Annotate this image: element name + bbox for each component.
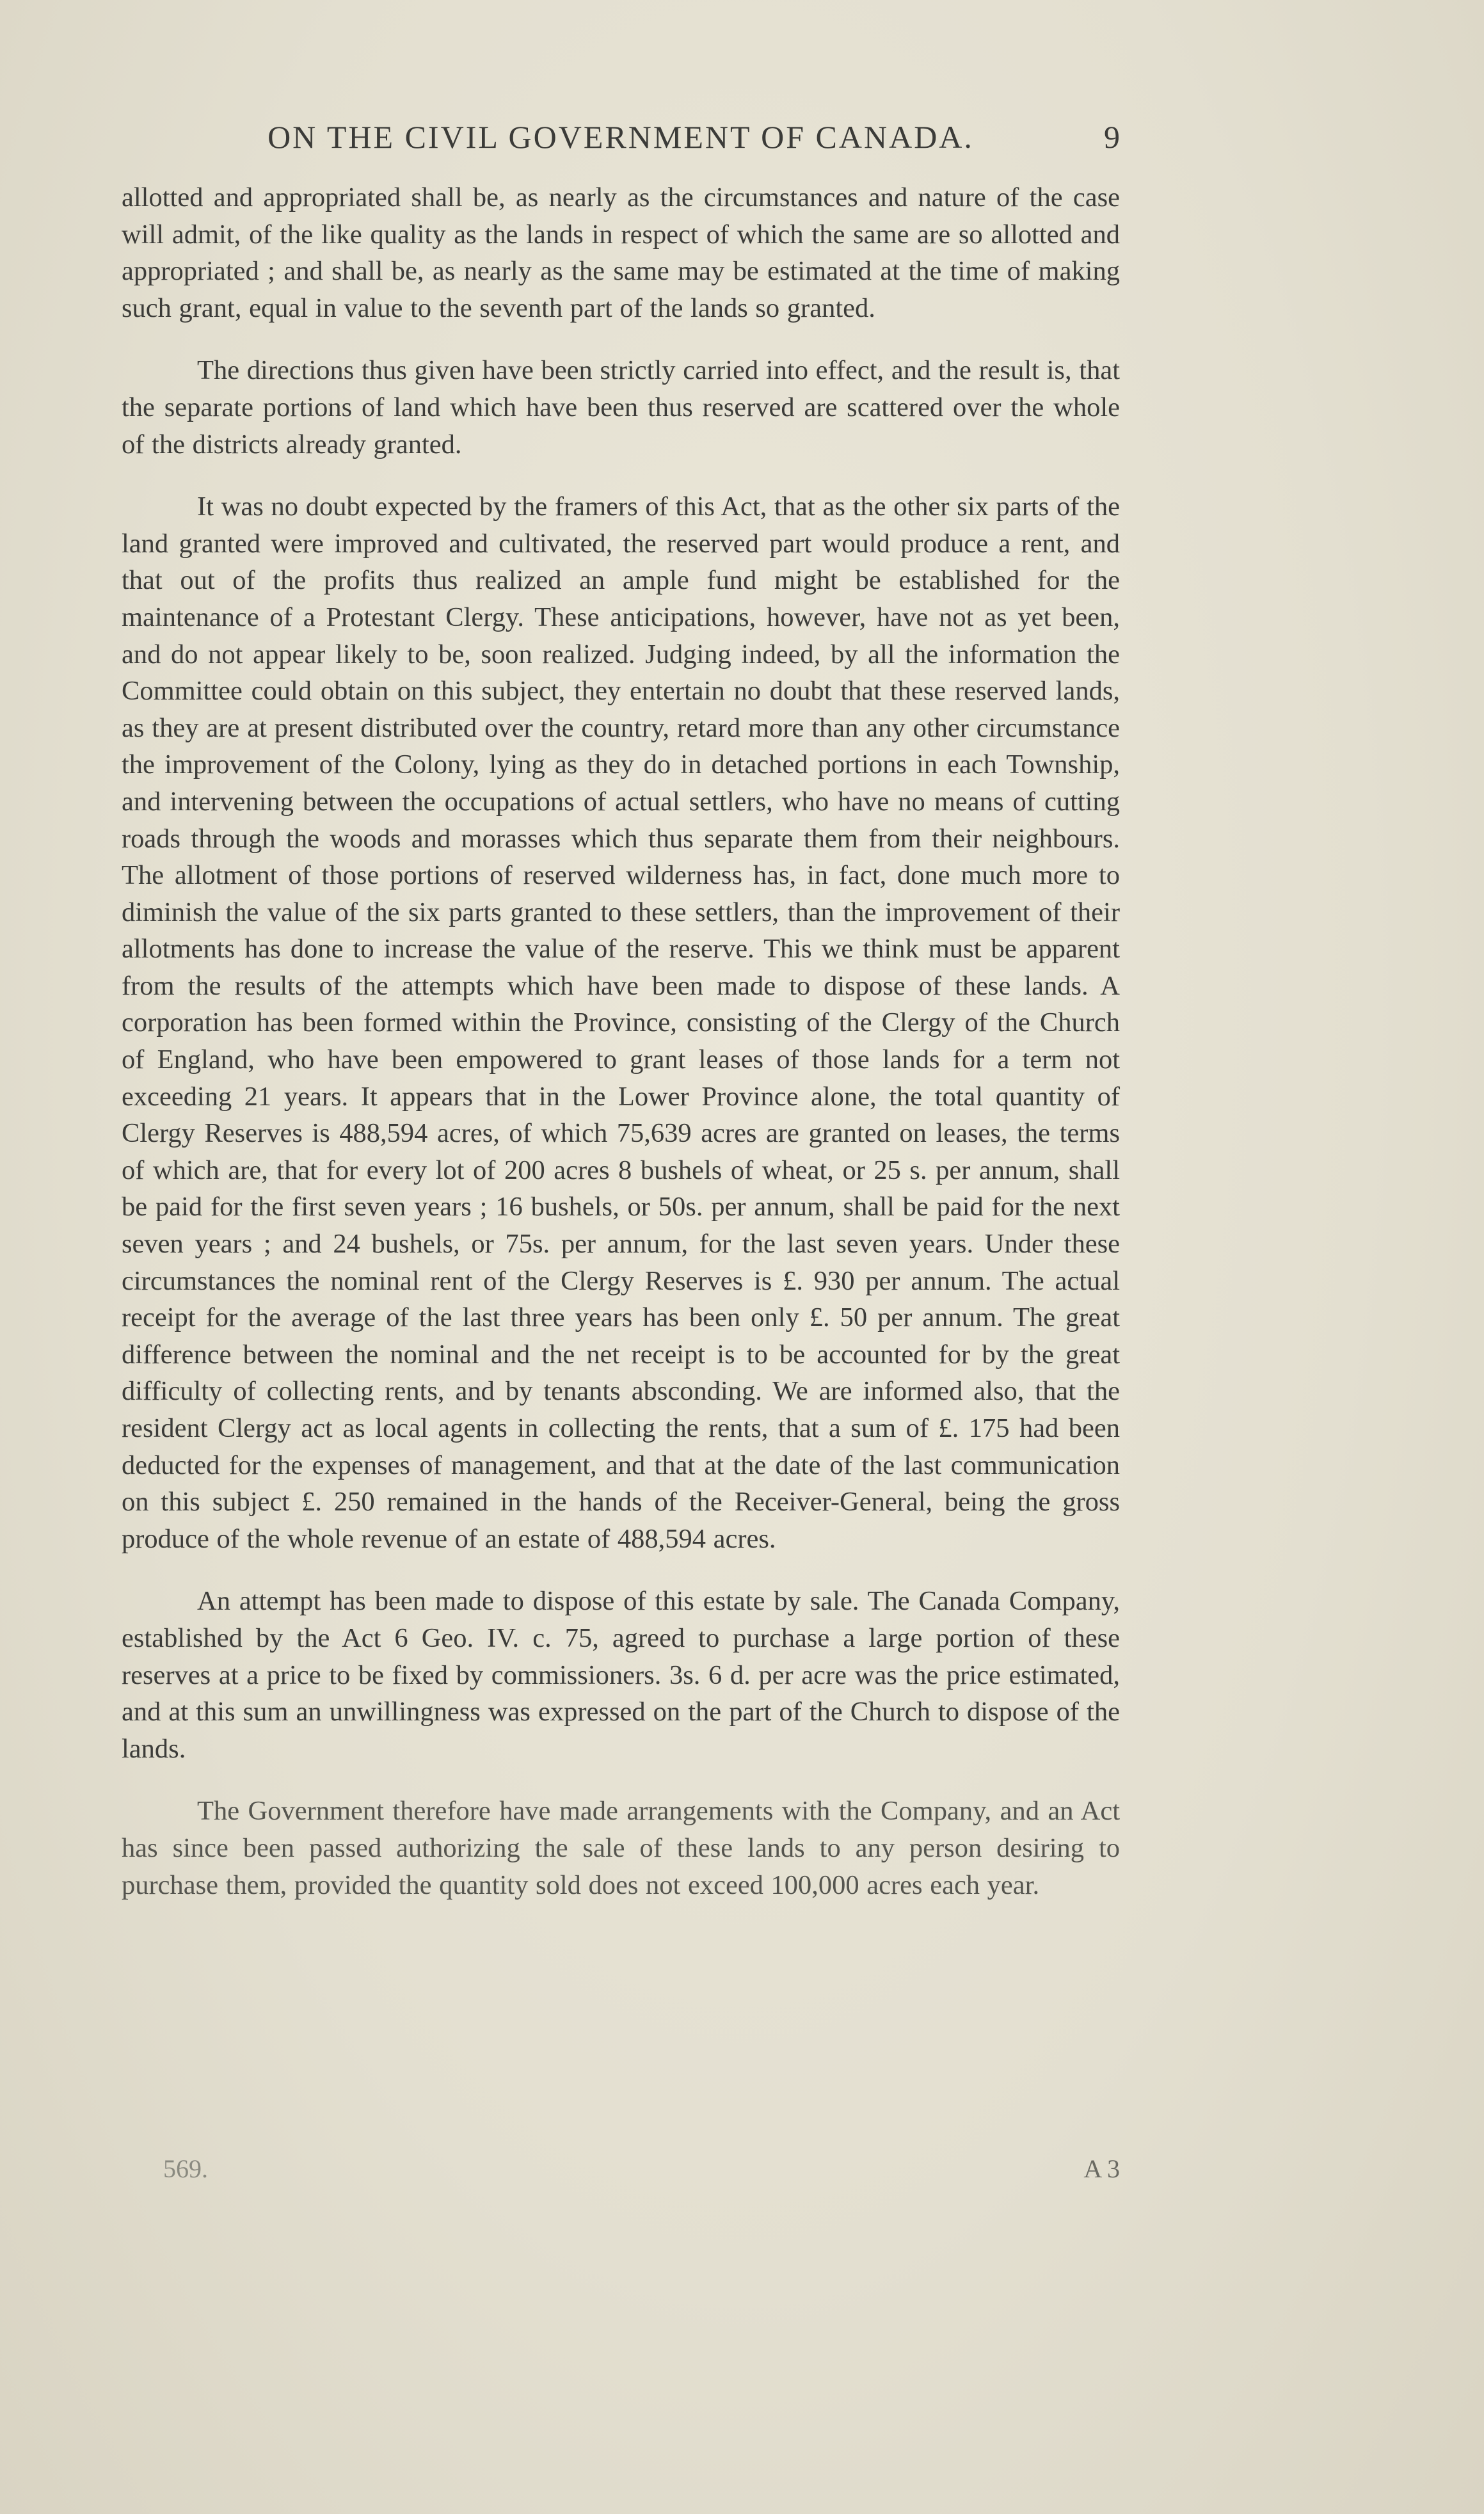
running-title: ON THE CIVIL GOVERNMENT OF CANADA. <box>267 119 974 155</box>
paragraph-continuation: allotted and appropriated shall be, as nearly as the circumstances and nature of the case will admit, of the like quality as the lands in respect of which the same are so allotted and appropriated ; and shall be, as nearly as the same may be estimated at the time of making such grant, equal in value to the seventh part of the lands so granted. <box>122 182 1120 323</box>
paragraph-directions: The directions thus given have been strictly carried into effect, and the result is, that the separate portions of land which have been thus reserved are scattered over the whole of the districts already granted. <box>122 355 1120 460</box>
page-footer <box>122 2154 1120 2192</box>
paragraph-clergy-reserves: It was no doubt expected by the framers of this Act, that as the other six parts of the land granted were improved and cultivated, the reserved part would produce a rent, and that out of the profits thus realized an ample fund might be established for the maintenance of a Protestant Clergy. These anticipations, however, have not as yet been, and do not appear likely to be, soon realized. Judging indeed, by all the information the Committee could obtain on this subject, they entertain no doubt that these reserved lands, as they are at present distributed over the country, retard more than any other circumstance the improvement of the Colony, lying as they do in detached portions in each Township, and intervening between the occupations of actual settlers, who have no means of cutting roads through the woods and morasses which thus separate them from their neighbours. The allotment of those portions of reserved wilderness has, in fact, done much more to diminish the value of the six parts granted to these settlers, than the improvement of their allotments has done to increase the value of the reserve. This we think must be apparent from the results of the attempts which have been made to dispose of these lands. A corporation has been formed within the Province, consisting of the Clergy of the Church of England, who have been empowered to grant leases of those lands for a term not exceeding 21 years. It appears that in the Lower Province alone, the total quantity of Clergy Reserves is 488,594 acres, of which 75,639 acres are granted on leases, the terms of which are, that for every lot of 200 acres 8 bushels of wheat, or 25 s. per annum, shall be paid for the first seven years ; 16 bushels, or 50s. per annum, shall be paid for the next seven years ; and 24 bushels, or 75s. per annum, for the last seven years. Under these circumstances the nominal rent of the Clergy Reserves is £. 930 per annum. The actual receipt for the average of the last three years has been only £. 50 per annum. The great difference between the nominal and the net receipt is to be accounted for by the great difficulty of collecting rents, and by tenants absconding. We are informed also, that the resident Clergy act as local agents in collecting the rents, that a sum of £. 175 had been deducted for the expenses of management, and that at the date of the last communication on this subject £. 250 remained in the hands of the Receiver-General, being the gross produce of the whole revenue of an estate of 488,594 acres. <box>122 492 1120 1554</box>
paragraph-sale-attempt: An attempt has been made to dispose of this estate by sale. The Canada Company, established by the Act 6 Geo. IV. c. 75, agreed to purchase a large portion of these reserves at a price to be fixed by commissioners. 3s. 6 d. per acre was the price estimated, and at this sum an unwillingness was expressed on the part of the Church to dispose of the lands. <box>122 1586 1120 1764</box>
sheet-number: 569. <box>163 2154 208 2183</box>
page-header <box>122 118 1120 170</box>
page-number: 9 <box>1104 119 1120 155</box>
paragraph-government-arrangements: The Government therefore have made arrangements with the Company, and an Act has since been passed authorizing the sale of these lands to any person desiring to purchase them, provided the quantity sold does not exceed 100,000 acres each year. <box>122 1796 1120 1900</box>
body-text <box>122 179 1120 1929</box>
signature-mark: A 3 <box>1083 2154 1120 2183</box>
